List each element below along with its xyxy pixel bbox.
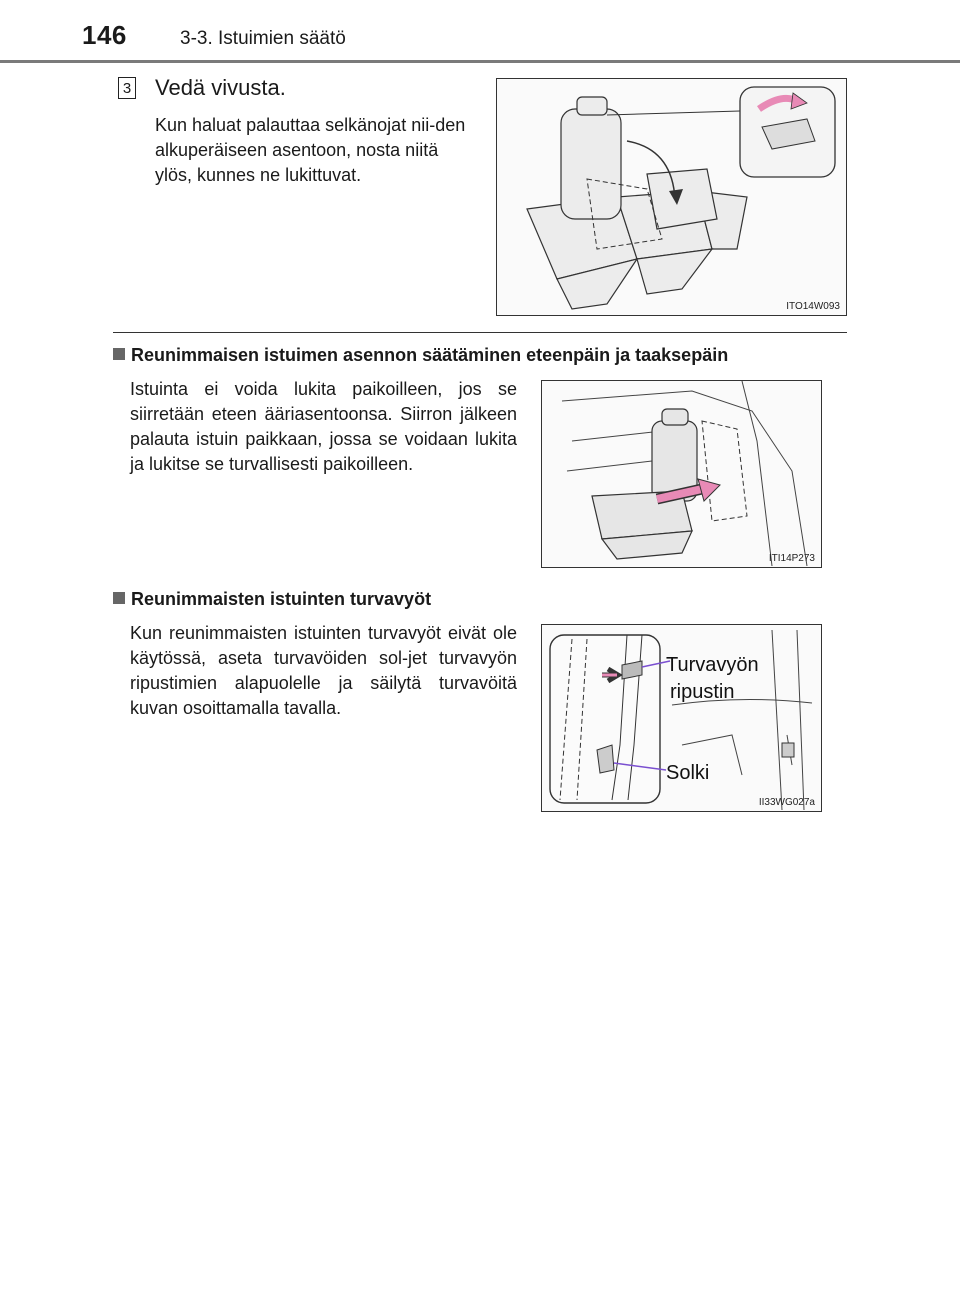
callout-belt-hanger-line2: ripustin <box>670 681 735 703</box>
seat-slide-illustration <box>541 380 822 568</box>
figure-code: ITO14W093 <box>786 301 840 312</box>
step-title: Vedä vivusta. <box>155 75 286 100</box>
section-heading-seat-slide: Reunimmaisen istuimen asennon säätäminen eteenpäin ja taaksepäin <box>113 345 853 366</box>
seat-belt-illustration <box>541 624 822 812</box>
seat-fold-drawing <box>497 79 845 314</box>
figure-code: ITI14P273 <box>768 553 815 564</box>
page-number: 146 <box>82 20 127 50</box>
seat-slide-drawing <box>542 381 820 566</box>
step-number-badge: 3 <box>118 77 136 99</box>
header-divider <box>0 60 960 63</box>
seat-fold-illustration <box>496 78 847 316</box>
section-divider <box>113 332 847 333</box>
figure-code: II33WG027a <box>758 797 815 808</box>
section-title: 3-3. Istuimien säätö <box>180 28 346 49</box>
seat-belts-text: Kun reunimmaisten istuinten turvavyöt eivät ole käytössä, aseta turvavöiden sol-jet turvavyön ripustimien alapuolelle ja säilytä turvavöitä kuvan osoittamalla tavalla. <box>130 623 517 718</box>
section-heading-seat-belts: Reunimmaisten istuinten turvavyöt <box>113 589 853 610</box>
bullet-square-icon <box>113 348 125 360</box>
callout-belt-hanger-line1: Turvavyön <box>666 654 759 676</box>
bullet-square-icon <box>113 592 125 604</box>
step-text: Kun haluat palauttaa selkänojat nii-den alkuperäiseen asentoon, nosta niitä ylös, kunnes ne lukittuvat. <box>155 115 466 185</box>
callout-buckle: Solki <box>666 762 710 784</box>
seat-slide-text: Istuinta ei voida lukita paikoilleen, jos se siirretään eteen ääriasentoonsa. Siirron jälkeen palauta istuin paikkaan, jossa se voidaan lukita ja lukitse se turvallisesti paikoilleen. <box>130 379 517 474</box>
